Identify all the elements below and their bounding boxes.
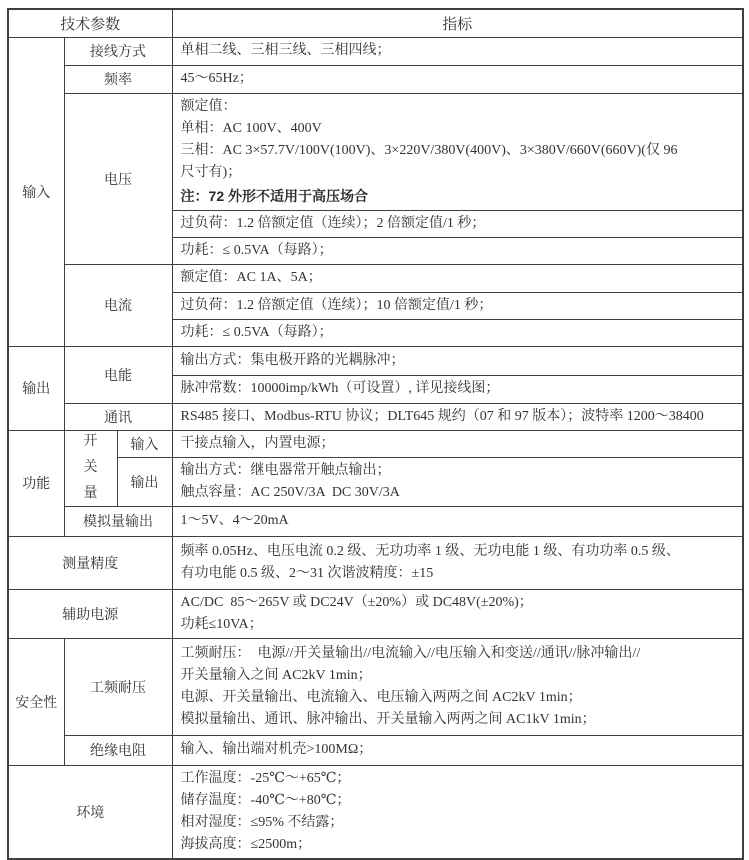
value-withstand: 工频耐压： 电源//开关量输出//电流输入//电压输入和变送//通讯//脉冲输出// 开关量输入之间 AC2kV 1min； 电源、开关量输出、电流输入、电压输入两两之间 AC2kV 1min； 模拟量输出、通讯、脉冲输出、开关量输入两两之间 AC1kV 1min； [172,638,743,735]
switch-char-2: 关 [83,460,98,475]
value-analog: 1～5V、4～20mA [172,506,743,536]
label-switch-qty [64,430,117,506]
voltage-rated-lines: 额定值： 单相：AC 100V、400V 三相：AC 3×57.7V/100V(100V)、3×220V/380V(400V)、3×380V/660V(660V)(仅 96 尺寸有)； [180,98,678,180]
value-current-consumption: 功耗：≤ 0.5VA（每路）； [172,319,743,346]
value-insulation: 输入、输出端对机壳>100MΩ； [172,735,743,765]
cat-safety: 安全性 [8,638,64,765]
value-voltage-consumption: 功耗：≤ 0.5VA（每路）； [172,237,743,264]
header-row [8,9,743,37]
label-analog: 模拟量输出 [64,506,172,536]
label-environment: 环境 [8,765,172,859]
row-withstand [8,638,743,735]
label-current: 电流 [64,264,172,346]
value-accuracy: 频率 0.05Hz、电压电流 0.2 级、无功功率 1 级、无功电能 1 级、有功功率 0.5 级、 有功电能 0.5 级、2～31 次谐波精度：±15 [172,536,743,589]
value-voltage-overload: 过负荷：1.2 倍额定值（连续）；2 倍额定值/1 秒； [172,210,743,237]
cat-input: 输入 [8,37,64,346]
value-di: 干接点输入，内置电源； [172,430,743,457]
value-aux-power: AC/DC 85～265V 或 DC24V（±20%）或 DC48V(±20%)； 功耗≤10VA； [172,589,743,638]
row-aux-power [8,589,743,638]
header-index: 指标 [172,9,743,37]
value-energy-mode: 输出方式：集电极开路的光耦脉冲； [172,346,743,375]
row-wiring [8,37,743,65]
value-current-overload: 过负荷：1.2 倍额定值（连续）；10 倍额定值/1 秒； [172,292,743,319]
row-comm [8,403,743,430]
value-do: 输出方式：继电器常开触点输出； 触点容量：AC 250V/3A DC 30V/3A [172,457,743,506]
label-comm: 通讯 [64,403,172,430]
value-frequency: 45～65Hz； [172,65,743,93]
spec-table [7,8,744,860]
label-insulation: 绝缘电阻 [64,735,172,765]
label-voltage: 电压 [64,93,172,264]
label-energy: 电能 [64,346,172,403]
value-current-rated: 额定值：AC 1A、5A； [172,264,743,292]
label-di: 输入 [117,430,172,457]
value-voltage-rated [172,93,743,210]
label-frequency: 频率 [64,65,172,93]
row-di [8,430,743,457]
value-energy-pulse: 脉冲常数：10000imp/kWh（可设置）, 详见接线图； [172,375,743,403]
label-wiring: 接线方式 [64,37,172,65]
value-environment: 工作温度：-25℃～+65℃； 储存温度：-40℃～+80℃； 相对湿度：≤95% 不结露； 海拔高度：≤2500m； [172,765,743,859]
cat-function: 功能 [8,430,64,536]
row-do [8,457,743,506]
row-frequency [8,65,743,93]
row-insulation [8,735,743,765]
row-voltage-rated [8,93,743,210]
switch-qty-vertical [67,433,115,503]
voltage-note: 注：72 外形不适用于高压场合 [180,187,368,204]
label-withstand: 工频耐压 [64,638,172,735]
header-tech-params: 技术参数 [8,9,172,37]
cat-output: 输出 [8,346,64,430]
value-wiring: 单相二线、三相三线、三相四线； [172,37,743,65]
row-energy-mode [8,346,743,375]
switch-char-1: 开 [83,434,98,449]
label-aux-power: 辅助电源 [8,589,172,638]
label-accuracy: 测量精度 [8,536,172,589]
row-environment [8,765,743,859]
switch-char-3: 量 [83,486,98,501]
row-analog [8,506,743,536]
row-accuracy [8,536,743,589]
value-comm: RS485 接口、Modbus-RTU 协议；DLT645 规约（07 和 97 版本）；波特率 1200～38400 [172,403,743,430]
row-current-rated [8,264,743,292]
label-do: 输出 [117,457,172,506]
